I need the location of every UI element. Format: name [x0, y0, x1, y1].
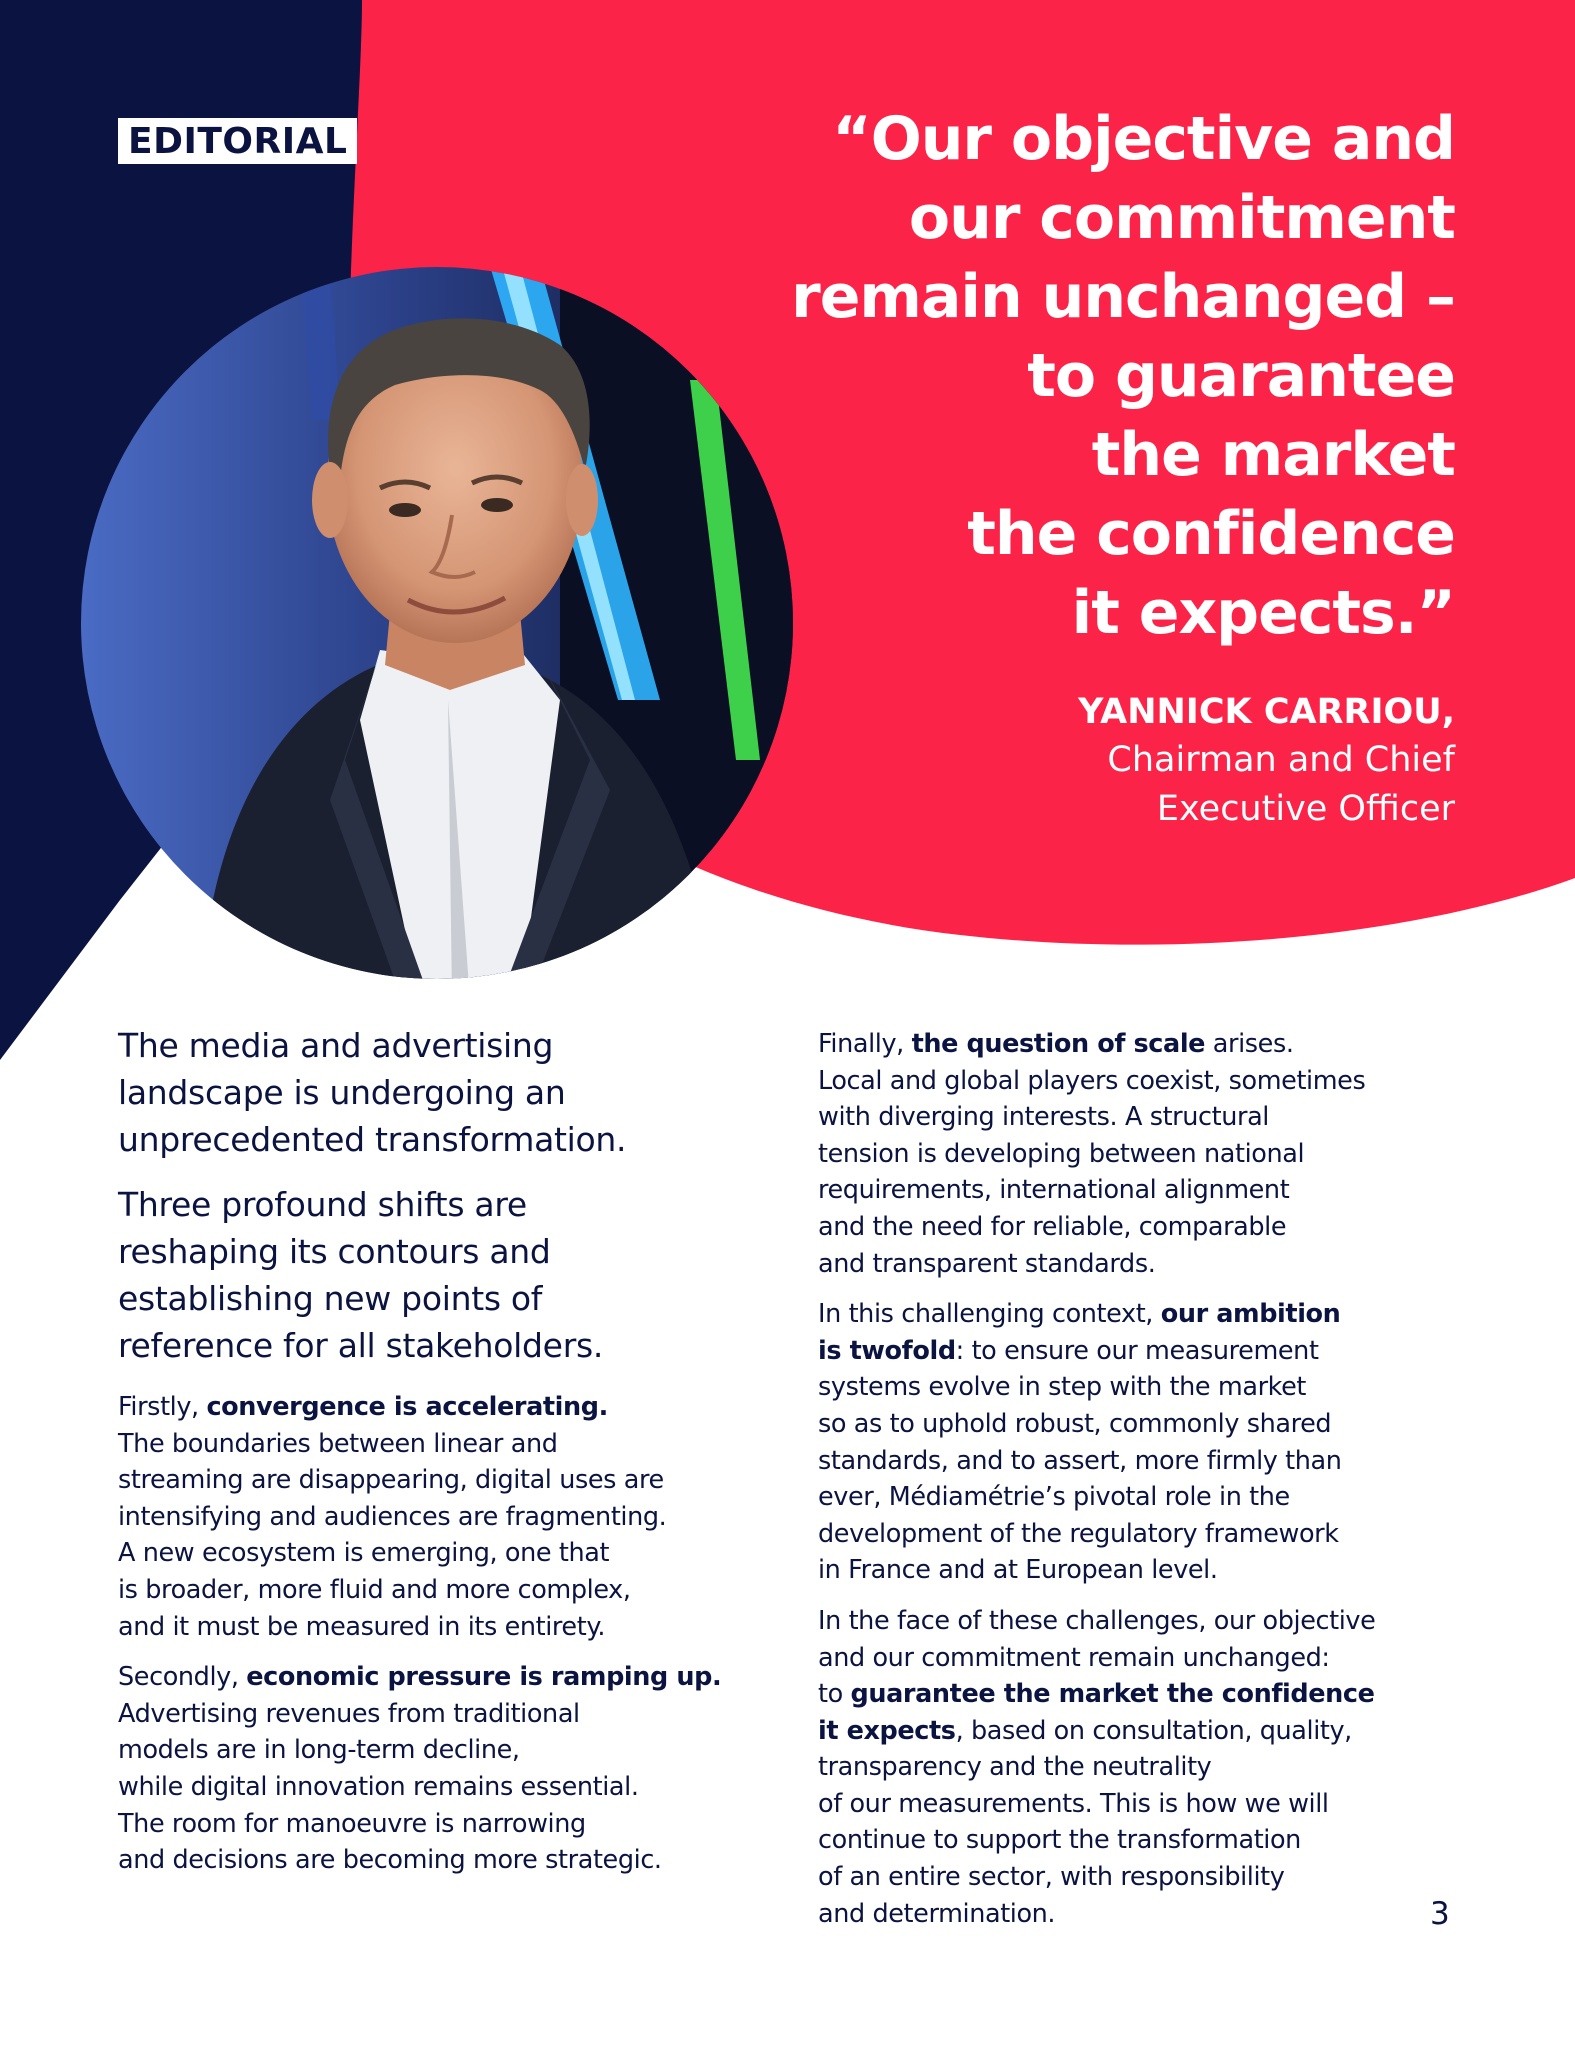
page-number: 3 [1430, 1896, 1450, 1932]
quote-line: remain unchanged – [791, 262, 1455, 332]
text-line: with diverging interests. A structural [818, 1102, 1269, 1133]
quote-line: the confidence [967, 499, 1455, 569]
intro-paragraph [118, 1022, 758, 1163]
text-line: transparency and the neutrality [818, 1752, 1212, 1783]
left-column [118, 1022, 758, 1893]
portrait-photo [80, 266, 800, 1000]
pull-quote [735, 100, 1455, 653]
text-line [818, 1713, 1458, 1750]
text-line: Three profound shifts are [118, 1185, 527, 1224]
highlight-text: convergence is accelerating. [206, 1392, 608, 1422]
quote-line: it expects.” [1071, 578, 1455, 648]
highlight-text: the question of scale [911, 1029, 1206, 1059]
text-line: streaming are disappearing, digital uses are [118, 1465, 664, 1496]
text-line: The room for manoeuvre is narrowing [118, 1808, 586, 1839]
quote-line: “Our objective and [832, 104, 1455, 174]
text-line: requirements, international alignment [818, 1175, 1290, 1206]
author-role-line: Executive Officer [1156, 789, 1455, 829]
text-line: reference for all stakeholders. [118, 1326, 604, 1365]
text-run: to [818, 1679, 851, 1710]
text-line: unprecedented transformation. [118, 1120, 627, 1159]
highlight-text: guarantee the market the confidence [850, 1679, 1375, 1710]
text-line [818, 1676, 1458, 1713]
text-line: Local and global players coexist, sometimes [818, 1065, 1366, 1096]
text-line: tension is developing between national [818, 1138, 1305, 1169]
highlight-text: economic pressure is ramping up. [246, 1662, 722, 1693]
text-line: In the face of these challenges, our objective [818, 1605, 1376, 1636]
author-role-line: Chairman and Chief [1107, 740, 1455, 780]
text-line: establishing new points of [118, 1279, 543, 1318]
text-line [118, 1659, 758, 1696]
text-line [818, 1026, 1458, 1063]
text-line: Advertising revenues from traditional [118, 1698, 580, 1729]
paragraph-scale [818, 1026, 1458, 1282]
author-role [855, 736, 1455, 834]
text-line: continue to support the transformation [818, 1825, 1301, 1856]
text-line: so as to uphold robust, commonly shared [818, 1408, 1332, 1439]
text-line [818, 1333, 1458, 1370]
text-line: standards, and to assert, more firmly than [818, 1445, 1342, 1476]
right-column [818, 1026, 1458, 1946]
text-run: Firstly, [118, 1392, 207, 1422]
text-line: while digital innovation remains essential. [118, 1771, 639, 1802]
text-run: In this challenging context, [818, 1299, 1161, 1330]
paragraph-economic [118, 1659, 758, 1879]
author-name: YANNICK CARRIOU, [1078, 692, 1455, 732]
text-line: and it must be measured in its entirety. [118, 1611, 606, 1642]
text-run: Secondly, [118, 1662, 247, 1693]
text-line: of our measurements. This is how we will [818, 1788, 1329, 1819]
text-line: A new ecosystem is emerging, one that [118, 1538, 610, 1569]
text-line: reshaping its contours and [118, 1232, 551, 1271]
quote-line: our commitment [908, 183, 1455, 253]
text-line: and decisions are becoming more strategic. [118, 1845, 662, 1876]
text-line: and transparent standards. [818, 1248, 1156, 1279]
text-line: ever, Médiamétrie’s pivotal role in the [818, 1482, 1290, 1513]
quote-line: the market [1091, 420, 1455, 490]
text-line: development of the regulatory framework [818, 1518, 1339, 1549]
text-line: and the need for reliable, comparable [818, 1211, 1287, 1242]
text-line: and our commitment remain unchanged: [818, 1642, 1330, 1673]
text-run: , based on consultation, quality, [955, 1715, 1352, 1746]
highlight-text: it expects [818, 1715, 956, 1746]
text-line: intensifying and audiences are fragmenting. [118, 1501, 667, 1532]
paragraph-convergence [118, 1389, 758, 1645]
section-tag: EDITORIAL [118, 118, 357, 164]
text-run: Finally, [818, 1029, 912, 1059]
highlight-text: is twofold [818, 1335, 956, 1366]
quote-line: to guarantee [1027, 341, 1455, 411]
text-line [818, 1296, 1458, 1333]
text-run: arises. [1205, 1029, 1294, 1059]
text-line: The boundaries between linear and [118, 1428, 558, 1459]
highlight-text: our ambition [1160, 1299, 1341, 1330]
text-line: of an entire sector, with responsibility [818, 1862, 1285, 1893]
text-line: in France and at European level. [818, 1555, 1218, 1586]
intro-paragraph [118, 1181, 758, 1369]
text-line: is broader, more fluid and more complex, [118, 1574, 631, 1605]
text-line [118, 1389, 758, 1426]
text-line: and determination. [818, 1898, 1056, 1929]
text-line: The media and advertising [118, 1026, 554, 1065]
text-run: : to ensure our measurement [955, 1335, 1319, 1366]
paragraph-challenges [818, 1603, 1458, 1932]
text-line: models are in long-term decline, [118, 1735, 520, 1766]
text-line: landscape is undergoing an [118, 1073, 566, 1112]
paragraph-ambition [818, 1296, 1458, 1589]
text-line: systems evolve in step with the market [818, 1372, 1307, 1403]
